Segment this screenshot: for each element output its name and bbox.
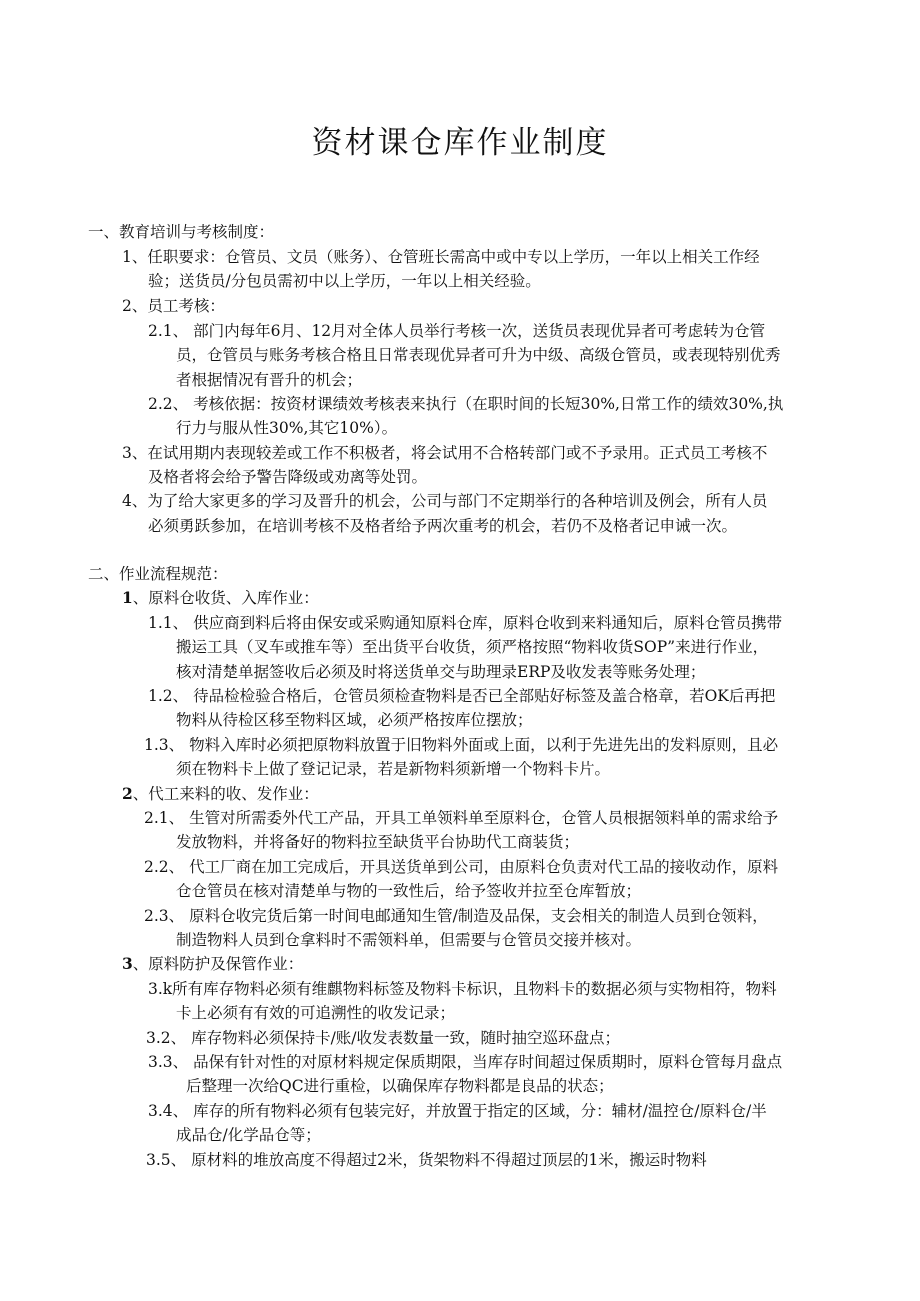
paragraph-line: 仓仓管员在核对清楚单与物的一致性后，给予签收并拉至仓库暂放； bbox=[176, 882, 642, 900]
paragraph-line: 2.2、 代工厂商在加工完成后，开具送货单到公司，由原料仓负责对代工品的接收动作，原料 bbox=[144, 858, 779, 876]
subsection-number: 1 bbox=[122, 588, 133, 607]
paragraph-line: 1.1、 供应商到料后将由保安或采购通知原料仓库，原料仓收到来料通知后，原料仓管员携带 bbox=[148, 614, 783, 632]
paragraph-line: 2.1、 部门内每年6月、12月对全体人员举行考核一次，送货员表现优异者可考虑转为仓管 bbox=[148, 322, 766, 340]
paragraph-line: 成品仓/化学品仓等； bbox=[176, 1126, 321, 1144]
section-heading: 一、教育培训与考核制度： bbox=[88, 223, 275, 241]
subsection-heading bbox=[122, 952, 303, 976]
paragraph-line: 及格者将会给予警告降级或劝离等处罚。 bbox=[148, 468, 428, 486]
paragraph-line: 3.2、 库存物料必须保持卡/账/收发表数量一致，随时抽空巡环盘点； bbox=[146, 1029, 621, 1047]
subsection-number: 3 bbox=[122, 954, 133, 973]
document-title: 资材课仓库作业制度 bbox=[311, 125, 609, 161]
paragraph-line: 者根据情况有晋升的机会； bbox=[176, 371, 363, 389]
section-heading: 二、作业流程规范： bbox=[88, 565, 228, 583]
paragraph-line: 3.k所有库存物料必须有维麒物料标签及物料卡标识，且物料卡的数据必须与实物相符，物料 bbox=[148, 980, 777, 998]
subsection-title: 、代工来料的收、发作业： bbox=[132, 785, 319, 803]
paragraph-line: 2.3、 原料仓收完货后第一时间电邮通知生管/制造及品保，支会相关的制造人员到仓领料， bbox=[144, 907, 768, 925]
subsection-title: 、原料仓收货、入库作业： bbox=[132, 589, 319, 607]
paragraph-line: 1、任职要求：仓管员、文员（账务）、仓管班长需高中或中专以上学历，一年以上相关工作经 bbox=[122, 248, 760, 266]
paragraph-line: 3.4、 库存的所有物料必须有包装完好，并放置于指定的区域，分：辅材/温控仓/原料仓/半 bbox=[148, 1102, 767, 1120]
subsection-heading bbox=[122, 586, 319, 610]
paragraph-line: 1.2、 待品检检验合格后，仓管员须检查物料是否已全部贴好标签及盖合格章，若OK后再把 bbox=[148, 687, 776, 705]
paragraph-line: 发放物料，并将备好的物料拉至缺货平台协助代工商装货； bbox=[176, 833, 580, 851]
paragraph-line: 验；送货员/分包员需初中以上学历，一年以上相关经验。 bbox=[148, 272, 541, 290]
paragraph-line: 物料从待检区移至物料区域，必须严格按库位摆放； bbox=[176, 711, 533, 729]
subsection-title: 、原料防护及保管作业： bbox=[132, 955, 304, 973]
paragraph-line: 2、员工考核： bbox=[122, 297, 225, 315]
paragraph-line: 卡上必须有有效的可追溯性的收发记录； bbox=[176, 1004, 456, 1022]
paragraph-line: 1.3、 物料入库时必须把原物料放置于旧物料外面或上面，以利于先进先出的发料原则，且必 bbox=[144, 736, 779, 754]
paragraph-line: 制造物料人员到仓拿料时不需领料单，但需要与仓管员交接并核对。 bbox=[176, 931, 642, 949]
paragraph-line: 行力与服从性30%,其它10%）。 bbox=[176, 419, 398, 437]
paragraph-line: 核对清楚单据签收后必须及时将送货单交与助理录ERP及收发表等账务处理； bbox=[176, 663, 706, 681]
subsection-number: 2 bbox=[122, 784, 133, 803]
paragraph-line: 2.2、 考核依据：按资材课绩效考核表来执行（在职时间的长短30%,日常工作的绩效30%,执 bbox=[148, 395, 784, 413]
paragraph-line: 后整理一次给QC进行重检，以确保库存物料都是良品的状态； bbox=[186, 1077, 614, 1095]
paragraph-line: 员，仓管员与账务考核合格且日常表现优异者可升为中级、高级仓管员，或表现特别优秀 bbox=[176, 346, 781, 364]
paragraph-line: 3.3、 品保有针对性的对原材料规定保质期限，当库存时间超过保质期时，原料仓管每月盘点 bbox=[148, 1053, 783, 1071]
paragraph-line: 3.5、 原材料的堆放高度不得超过2米，货架物料不得超过顶层的1米，搬运时物料 bbox=[146, 1151, 707, 1169]
paragraph-line: 4、为了给大家更多的学习及晋升的机会，公司与部门不定期举行的各种培训及例会，所有人员 bbox=[122, 492, 768, 510]
paragraph-line: 搬运工具（叉车或推车等）至出货平台收货，须严格按照“物料收货SOP”来进行作业， bbox=[176, 638, 769, 656]
paragraph-line: 须在物料卡上做了登记记录，若是新物料须新增一个物料卡片。 bbox=[176, 760, 611, 778]
paragraph-line: 必须勇跃参加，在培训考核不及格者给予两次重考的机会，若仍不及格者记申诫一次。 bbox=[148, 517, 738, 535]
paragraph-line: 3、在试用期内表现较差或工作不积极者，将会试用不合格转部门或不予录用。正式员工考核不 bbox=[122, 444, 768, 462]
subsection-heading bbox=[122, 782, 319, 806]
paragraph-line: 2.1、 生管对所需委外代工产品，开具工单领料单至原料仓，仓管人员根据领料单的需求给予 bbox=[144, 809, 779, 827]
